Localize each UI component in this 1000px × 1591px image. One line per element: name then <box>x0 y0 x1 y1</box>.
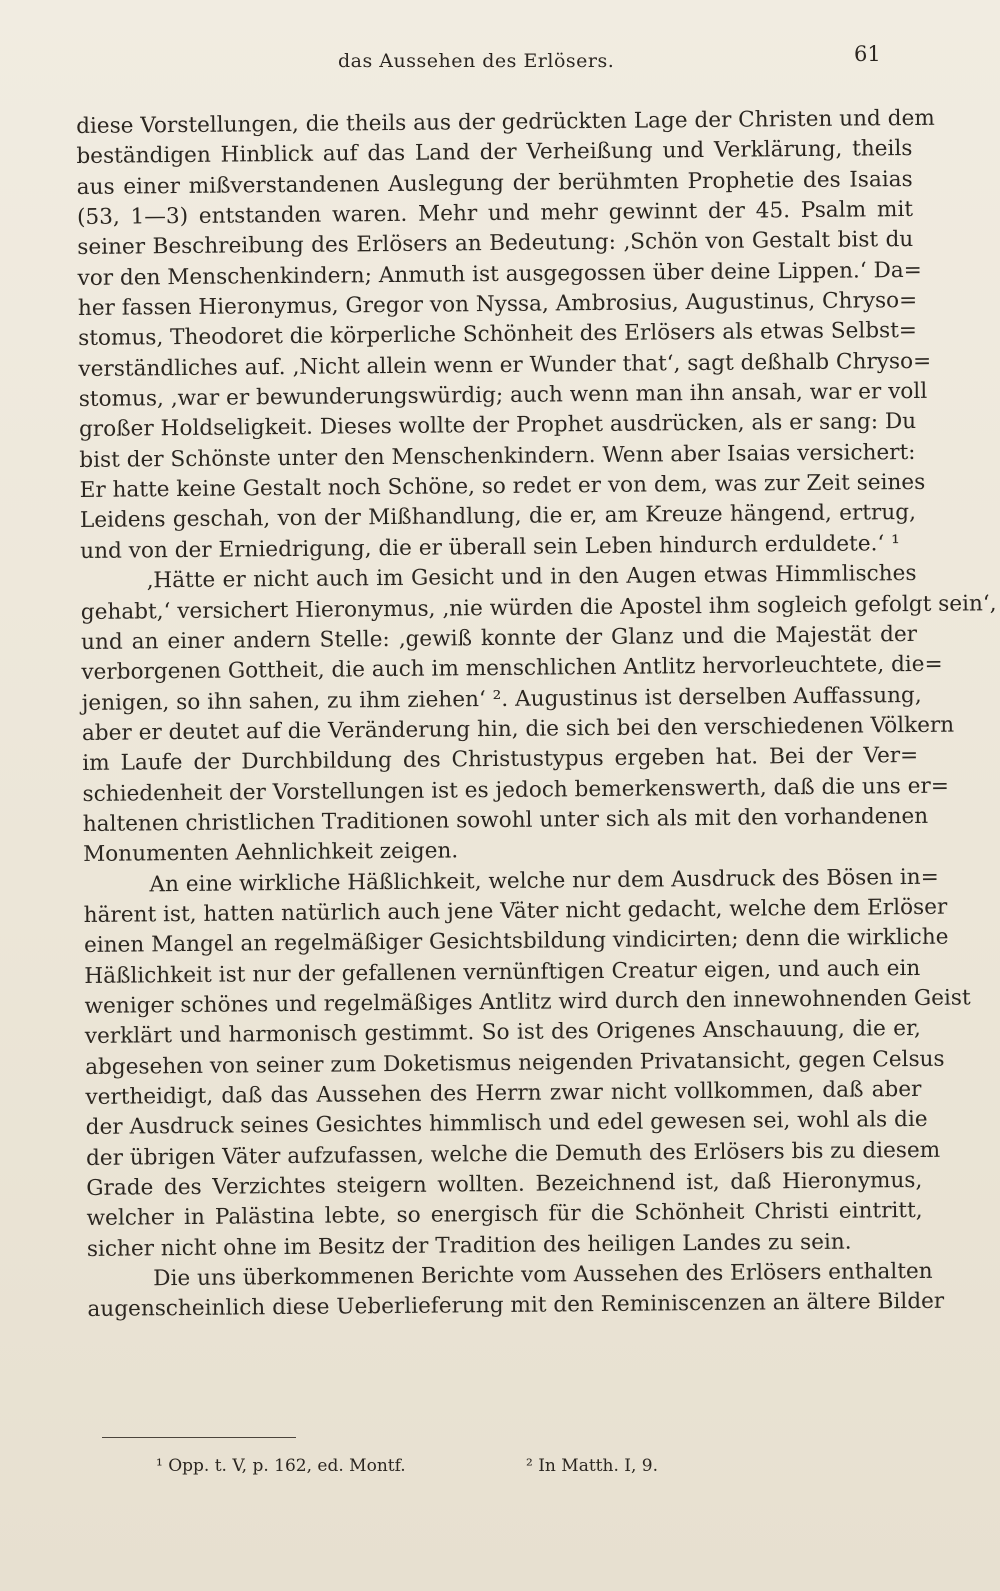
text-line: vor den Menschenkindern; Anmuth ist ausgegossen über deine Lippen.‘ Da= <box>77 257 922 291</box>
text-line: Häßlichkeit ist nur der gefallenen vernünftigen Creatur eigen, und auch ein <box>84 955 921 989</box>
text-line: verborgenen Gottheit, die auch im menschlichen Antlitz hervorleuchtete, die= <box>81 651 943 686</box>
text-line: augenscheinlich diese Ueberlieferung mit den Reminiscenzen an ältere Bilder <box>87 1289 945 1323</box>
footnote-rule <box>102 1437 296 1438</box>
text-line: stomus, ‚war er bewunderungswürdig; auch wenn man ihn ansah, war er voll <box>78 378 928 413</box>
text-line: Grade des Verzichtes steigern wollten. Bezeichnend ist, daß Hieronymus, <box>86 1167 923 1201</box>
text-line: schiedenheit der Vorstellungen ist es jedoch bemerkenswerth, daß die uns er= <box>82 773 949 807</box>
paragraph <box>87 1257 945 1326</box>
footnote-1: ¹ Opp. t. V, p. 162, ed. Montf. <box>156 1456 406 1476</box>
text-line: Monumenten Aehnlichkeit zeigen. <box>83 838 459 868</box>
text-line: Er hatte keine Gestalt noch Schöne, so redet er von dem, was zur Zeit seines <box>79 469 926 504</box>
text-line: der übrigen Väter aufzufassen, welche die Demuth des Erlösers bis zu diesem <box>85 1137 941 1171</box>
text-line: (53, 1—3) entstanden waren. Mehr und mehr gewinnt der 45. Psalm mit <box>76 197 914 231</box>
text-line: Die uns überkommenen Berichte vom Aussehen des Erlösers enthalten <box>153 1258 933 1292</box>
text-line: härent ist, hatten natürlich auch jene Väter nicht gedacht, welche dem Erlöser <box>83 894 948 928</box>
text-line: jenigen, so ihn sahen, zu ihm ziehen‘ ². Augustinus ist derselben Auffassung, <box>81 682 922 716</box>
text-line: diese Vorstellungen, die theils aus der gedrückten Lage der Christen und dem <box>76 105 935 139</box>
text-line: gehabt,‘ versichert Hieronymus, ‚nie würden die Apostel ihm sogleich gefolgt sein‘, <box>80 590 997 625</box>
footnote-2: ² In Matth. I, 9. <box>526 1456 658 1476</box>
text-line: stomus, Theodoret die körperliche Schönheit des Erlösers als etwas Selbst= <box>78 318 918 352</box>
paragraph <box>76 104 935 567</box>
paragraph <box>80 559 997 870</box>
body-text <box>76 104 997 1326</box>
text-line: der Ausdruck seines Gesichtes himmlisch und edel gewesen sei, wohl als die <box>85 1107 928 1141</box>
text-line: seiner Beschreibung des Erlösers an Bedeutung: ‚Schön von Gestalt bist du <box>77 227 914 261</box>
text-line: ‚Hätte er nicht auch im Gesicht und in den Augen etwas Himmlisches <box>146 561 917 594</box>
text-line: einen Mangel an regelmäßiger Gesichtsbildung vindicirten; denn die wirkliche <box>83 924 949 959</box>
page-number: 61 <box>854 42 881 66</box>
text-line: her fassen Hieronymus, Gregor von Nyssa, Ambrosius, Augustinus, Chryso= <box>77 287 918 322</box>
text-line: welcher in Palästina lebte, so energisch für die Schönheit Christi eintritt, <box>86 1198 923 1232</box>
text-line: aus einer mißverstandenen Auslegung der berühmten Prophetie des Isaias <box>76 166 913 200</box>
paragraph <box>83 863 971 1265</box>
text-line: Leidens geschah, von der Mißhandlung, die er, am Kreuze hängend, ertrug, <box>79 500 917 534</box>
text-line: verständliches auf. ‚Nicht allein wenn er Wunder that‘, sagt deßhalb Chryso= <box>78 348 932 382</box>
text-line: haltenen christlichen Traditionen sowohl unter sich als mit den vorhandenen <box>82 803 929 837</box>
text-line: und an einer andern Stelle: ‚gewiß konnte der Glanz und die Majestät der <box>80 621 918 655</box>
text-line: abgesehen von seiner zum Doketismus neigenden Privatansicht, gegen Celsus <box>85 1046 945 1080</box>
text-line: und von der Erniedrigung, die er überall sein Leben hindurch erduldete.‘ ¹ <box>80 530 900 564</box>
running-head-title: das Aussehen des Erlösers. <box>338 50 615 72</box>
text-line: bist der Schönste unter den Menschenkindern. Wenn aber Isaias versichert: <box>79 439 916 473</box>
text-line: sicher nicht ohne im Besitz der Tradition des heiligen Landes zu sein. <box>86 1229 852 1262</box>
text-line: aber er deutet auf die Veränderung hin, die sich bei den verschiedenen Völkern <box>81 712 955 746</box>
text-line: An eine wirkliche Häßlichkeit, welche nur dem Ausdruck des Bösen in= <box>149 864 939 897</box>
text-line: weniger schönes und regelmäßiges Antlitz wird durch den innewohnenden Geist <box>84 985 971 1019</box>
text-line: großer Holdseligkeit. Dieses wollte der Prophet ausdrücken, als er sang: Du <box>78 409 917 443</box>
text-line: im Laufe der Durchbildung des Christustypus ergeben hat. Bei der Ver= <box>82 743 919 777</box>
text-line: vertheidigt, daß das Aussehen des Herrn zwar nicht vollkommen, daß aber <box>85 1076 922 1110</box>
text-line: beständigen Hinblick auf das Land der Verheißung und Verklärung, theils <box>76 136 913 170</box>
text-line: verklärt und harmonisch gestimmt. So ist des Origenes Anschauung, die er, <box>84 1016 921 1050</box>
